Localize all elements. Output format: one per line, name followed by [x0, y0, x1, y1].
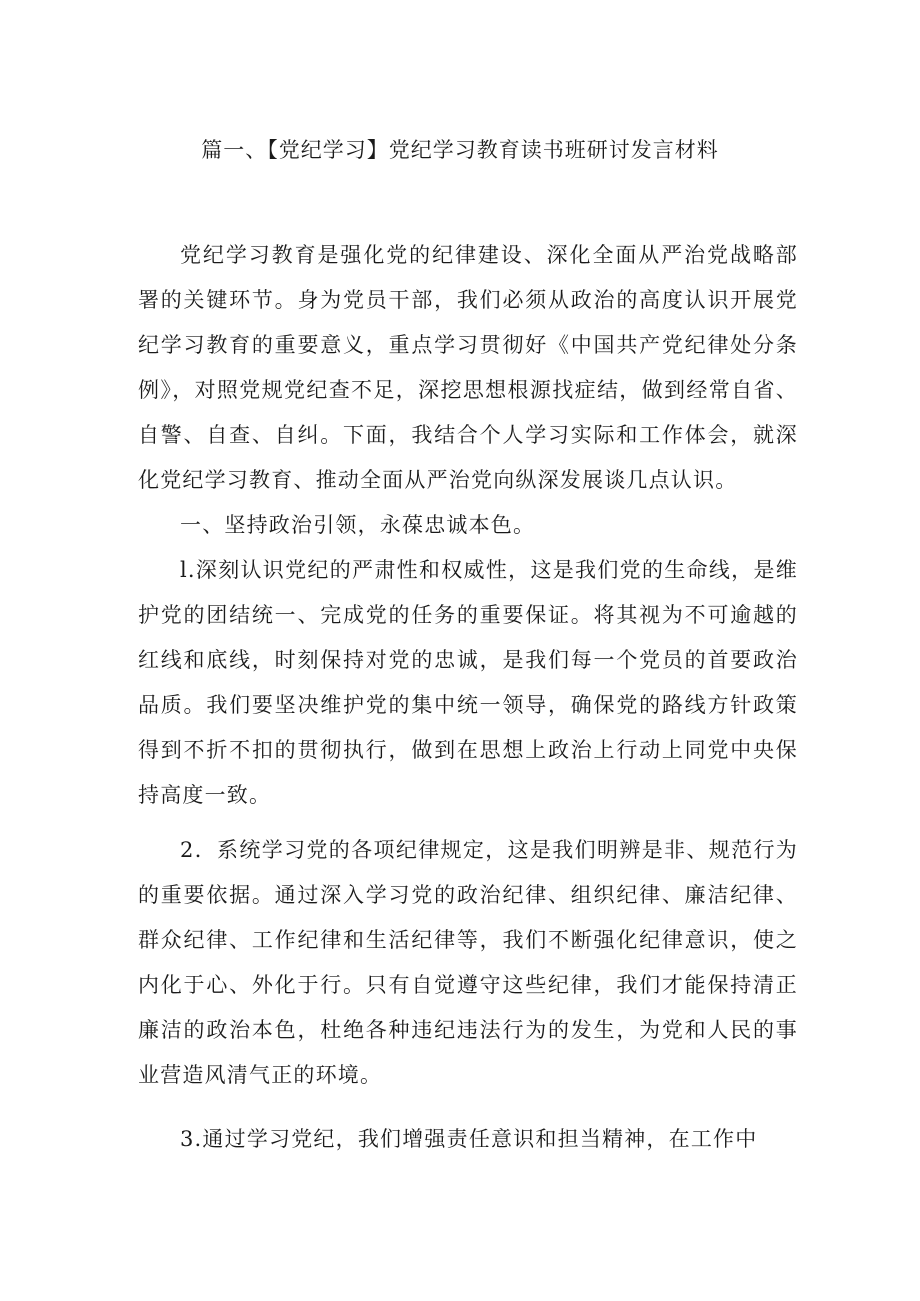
paragraph-point-3: 3.通过学习党纪，我们增强责任意识和担当精神，在工作中: [180, 1127, 758, 1151]
paragraph-point-1: l.深刻认识党纪的严肃性和权威性，这是我们党的生命线，是维护党的团结统一、完成党的任务的重要保证。将其视为不可逾越的红线和底线，时刻保持对党的忠诚，是我们每一个党员的首要政治品质。我们要坚决维护党的集中统一领导，确保党的路线方针政策得到不折不扣的贯彻执行，做到在思想上政治上行动上同党中央保持高度一致。: [138, 558, 798, 807]
document-title: 篇一、【党纪学习】党纪学习教育读书班研讨发言材料: [201, 138, 719, 162]
paragraph-intro: 党纪学习教育是强化党的纪律建设、深化全面从严治党战略部署的关键环节。身为党员干部，我们必须从政治的高度认识开展党纪学习教育的重要意义，重点学习贯彻好《中国共产党纪律处分条例》，对照党规党纪查不足，深挖思想根源找症结，做到经常自省、自警、自查、自纠。下面，我结合个人学习实际和工作体会，就深化党纪学习教育、推动全面从严治党向纵深发展谈几点认识。: [138, 243, 798, 492]
section-heading-1: 一、坚持政治引领，永葆忠诚本色。: [180, 513, 536, 537]
document-body: [138, 233, 798, 1162]
paragraph-point-2: 2．系统学习党的各项纪律规定，这是我们明辨是非、规范行为的重要依据。通过深入学习党的政治纪律、组织纪律、廉洁纪律、群众纪律、工作纪律和生活纪律等，我们不断强化纪律意识，使之内化于心、外化于行。只有自觉遵守这些纪律，我们才能保持清正廉洁的政治本色，杜绝各种违纪违法行为的发生，为党和人民的事业营造风清气正的环境。: [138, 838, 798, 1087]
